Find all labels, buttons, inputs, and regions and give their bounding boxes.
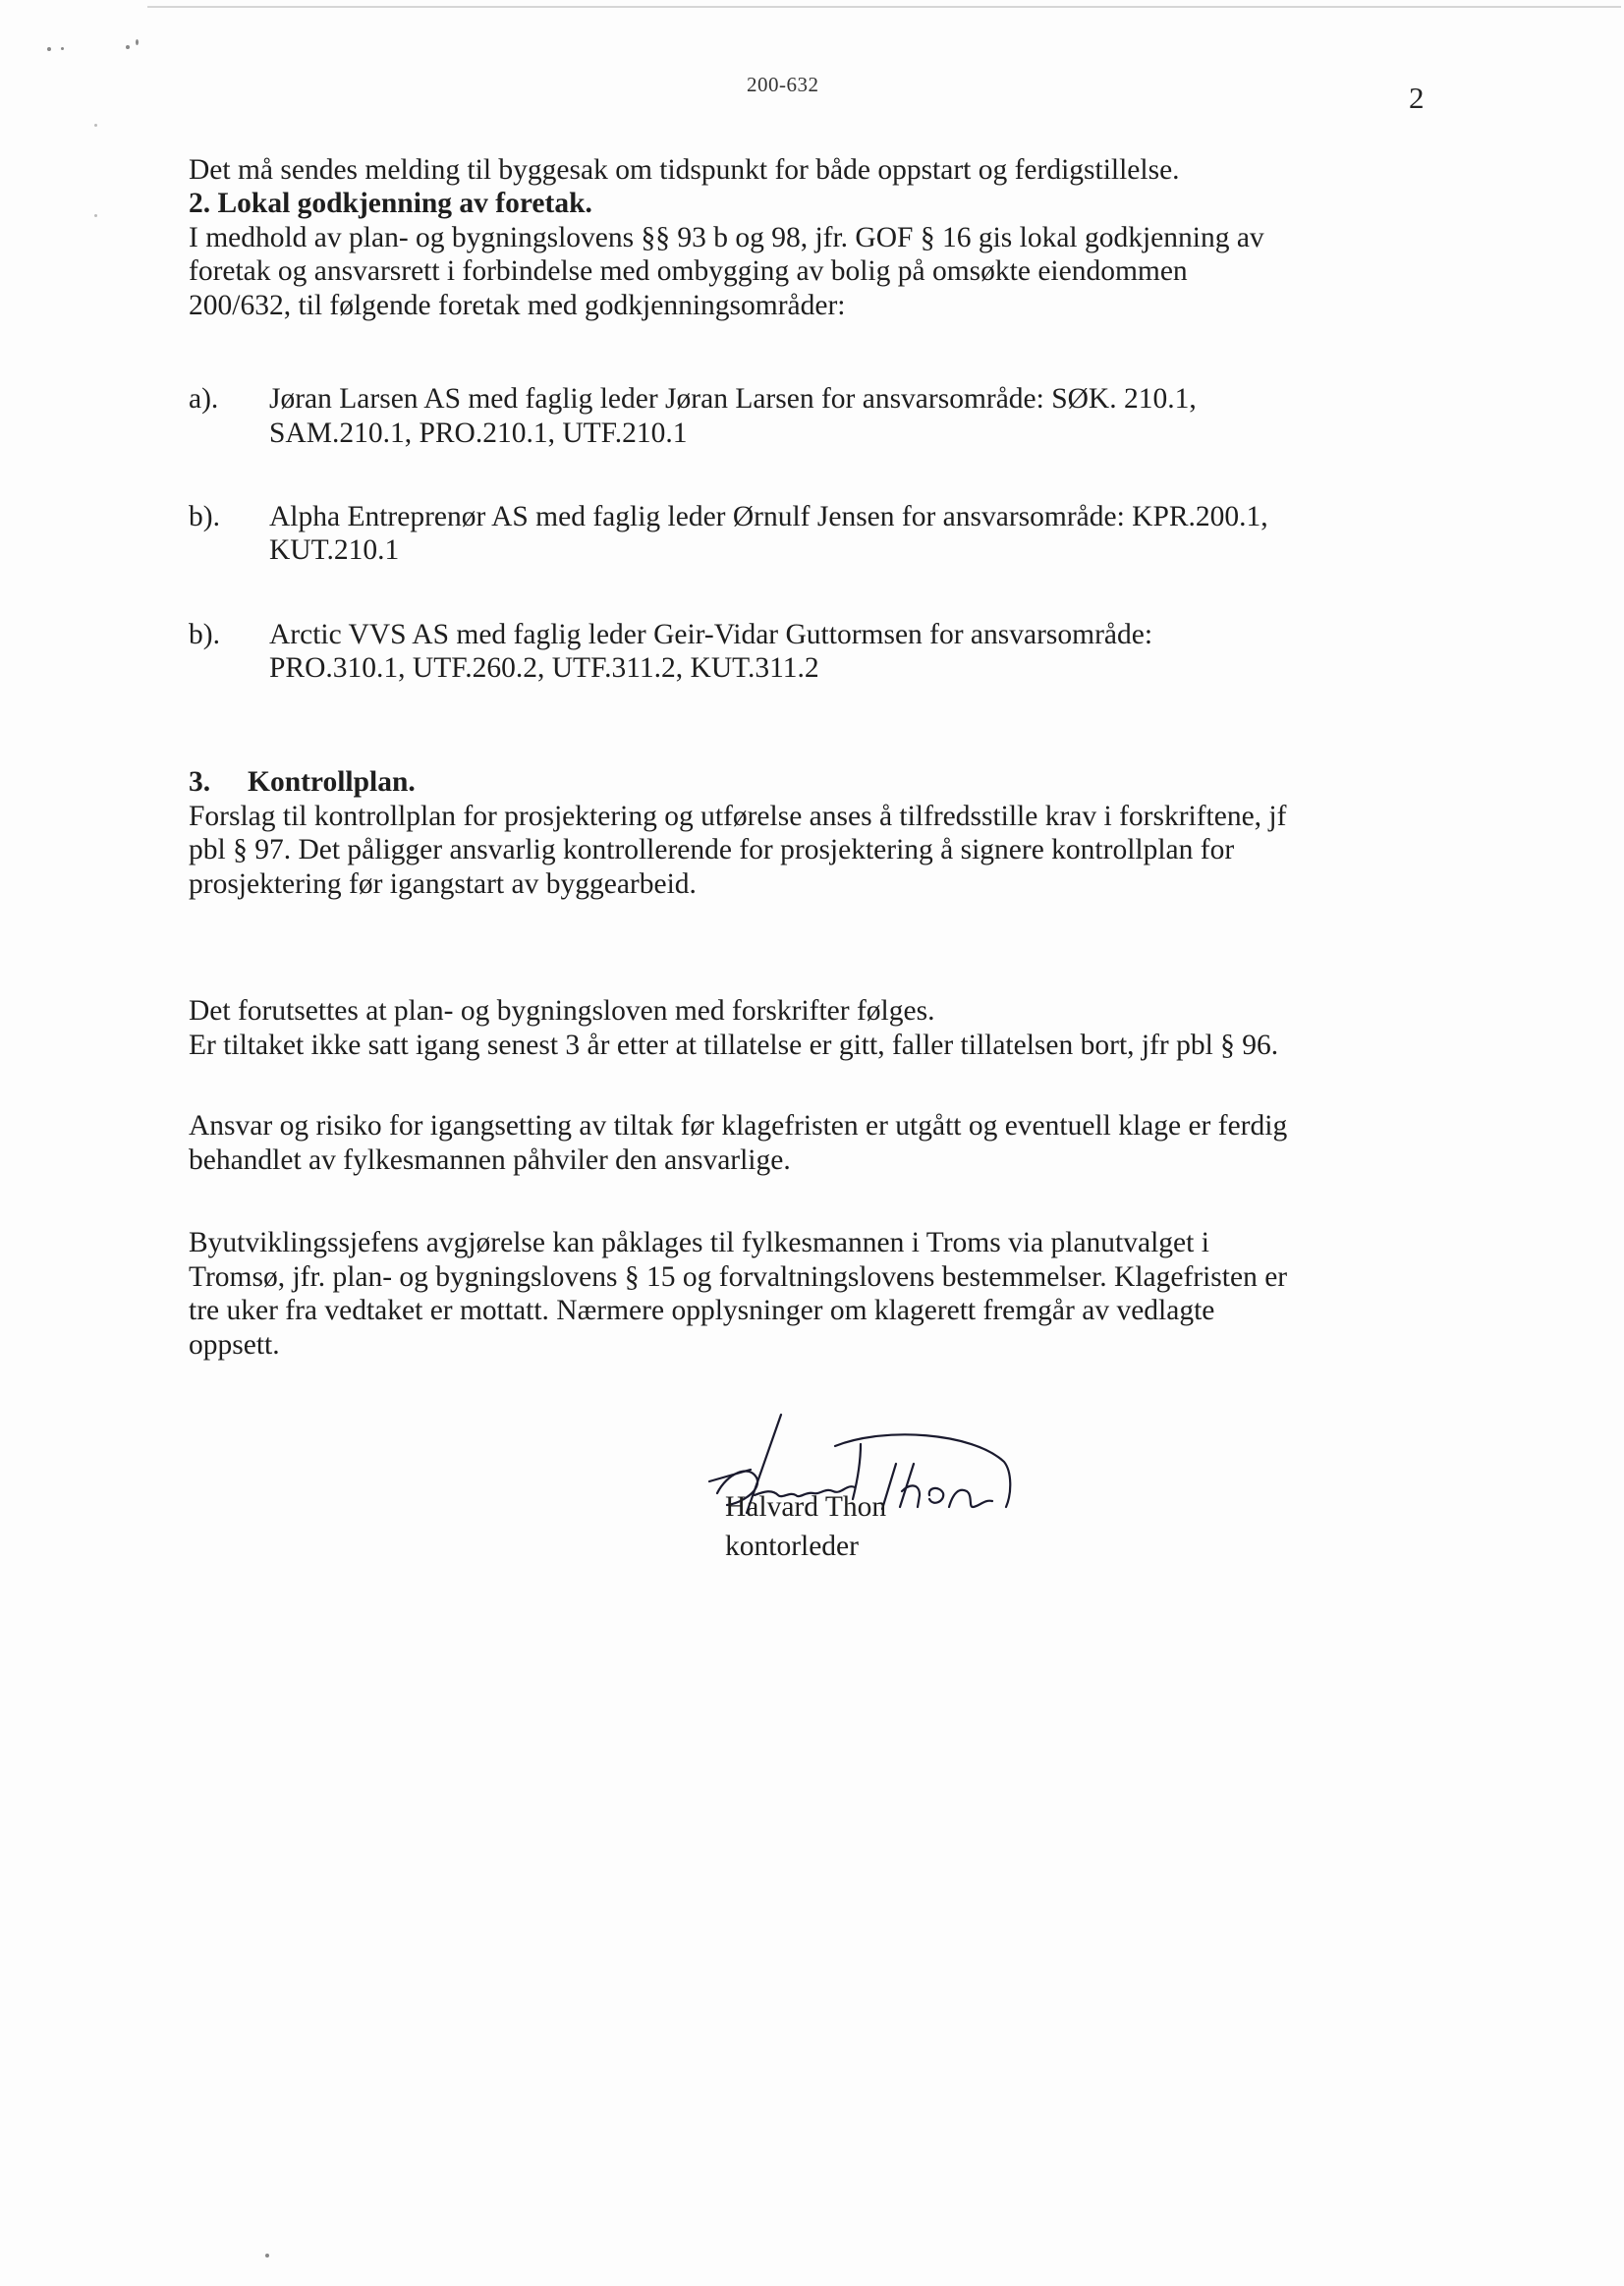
page-number: 2: [1409, 81, 1425, 115]
scan-edge-line: [147, 6, 1621, 8]
item-label: b).: [189, 501, 220, 532]
paragraph-line: oppsett.: [189, 1329, 280, 1361]
item-line: KUT.210.1: [269, 534, 400, 566]
section-3-line: Forslag til kontrollplan for prosjektering og utførelse anses å tilfredsstille krav i forskriftene, jf: [189, 801, 1287, 832]
document-number: 200-632: [747, 73, 819, 96]
scan-speck: [136, 39, 139, 45]
section-2-line: 200/632, til følgende foretak med godkjenningsområder:: [189, 290, 846, 321]
paragraph-line: Byutviklingssjefens avgjørelse kan påklages til fylkesmannen i Troms via planutvalget i: [189, 1227, 1209, 1258]
scan-speck: [61, 47, 64, 50]
scan-speck: [265, 2254, 269, 2258]
paragraph-line: Ansvar og risiko for igangsetting av tiltak før klagefristen er utgått og eventuell klage er ferdig: [189, 1110, 1288, 1142]
section-3-number: 3.: [189, 766, 211, 798]
paragraph-line: Det forutsettes at plan- og bygningsloven med forskrifter følges.: [189, 995, 935, 1027]
item-line: Arctic VVS AS med faglig leder Geir-Vidar Guttormsen for ansvarsområde:: [269, 619, 1153, 650]
item-line: SAM.210.1, PRO.210.1, UTF.210.1: [269, 418, 688, 449]
signatory-name: Halvard Thon: [725, 1491, 887, 1523]
paragraph-line: Tromsø, jfr. plan- og bygningslovens § 15 og forvaltningslovens bestemmelser. Klagefristen er: [189, 1261, 1288, 1293]
item-line: PRO.310.1, UTF.260.2, UTF.311.2, KUT.311.2: [269, 652, 819, 684]
section-3-title: Kontrollplan.: [248, 766, 416, 798]
item-line: Alpha Entreprenør AS med faglig leder Ørnulf Jensen for ansvarsområde: KPR.200.1,: [269, 501, 1268, 532]
item-label: b).: [189, 619, 220, 650]
section-3-line: prosjektering før igangstart av byggearbeid.: [189, 868, 697, 900]
section-2-line: foretak og ansvarsrett i forbindelse med ombygging av bolig på omsøkte eiendommen: [189, 255, 1188, 287]
paragraph-line: behandlet av fylkesmannen påhviler den ansvarlige.: [189, 1144, 791, 1176]
paragraph-line: tre uker fra vedtaket er mottatt. Nærmere opplysninger om klagerett fremgår av vedlagte: [189, 1295, 1215, 1326]
intro-line: Det må sendes melding til byggesak om tidspunkt for både oppstart og ferdigstillelse.: [189, 154, 1180, 186]
scan-speck: [94, 214, 97, 217]
item-line: Jøran Larsen AS med faglig leder Jøran Larsen for ansvarsområde: SØK. 210.1,: [269, 383, 1197, 415]
scan-speck: [47, 47, 51, 51]
section-3-line: pbl § 97. Det påligger ansvarlig kontrollerende for prosjektering å signere kontrollplan for: [189, 834, 1235, 865]
section-2-heading: 2. Lokal godkjenning av foretak.: [189, 188, 592, 219]
item-label: a).: [189, 383, 219, 415]
signatory-title: kontorleder: [725, 1531, 859, 1562]
scan-speck: [94, 124, 97, 127]
scan-speck: [126, 45, 130, 49]
paragraph-line: Er tiltaket ikke satt igang senest 3 år etter at tillatelse er gitt, faller tillatelsen bort, jfr pbl § 96.: [189, 1030, 1279, 1061]
section-2-line: I medhold av plan- og bygningslovens §§ 93 b og 98, jfr. GOF § 16 gis lokal godkjenning av: [189, 222, 1264, 253]
